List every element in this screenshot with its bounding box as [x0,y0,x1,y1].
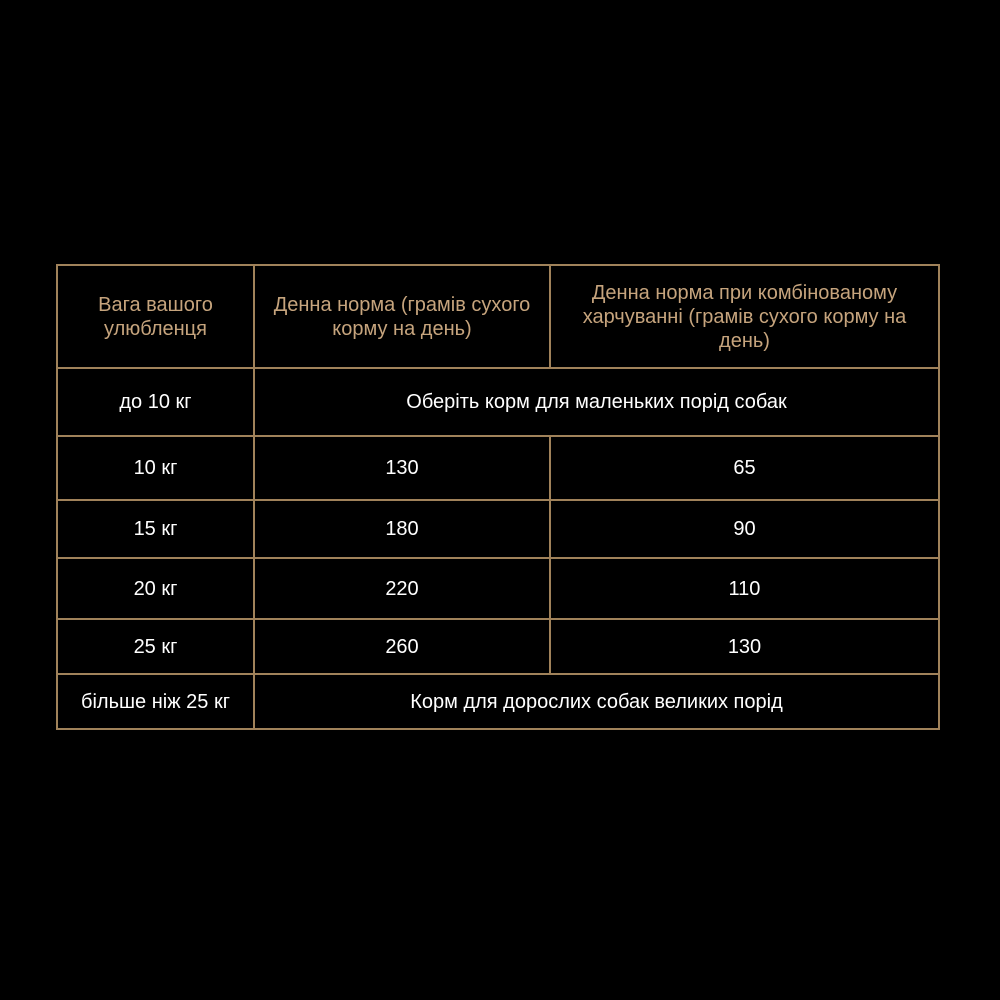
combined-norm-cell: 90 [550,500,939,558]
combined-norm-cell: 110 [550,558,939,619]
table-row [57,368,939,436]
note-cell: Оберіть корм для маленьких порід собак [254,368,939,436]
daily-norm-cell: 220 [254,558,550,619]
weight-cell: 10 кг [57,436,254,500]
table-row [57,619,939,674]
header-pet-weight: Вага вашого улюбленця [57,265,254,368]
weight-cell: 15 кг [57,500,254,558]
combined-norm-cell: 65 [550,436,939,500]
weight-cell: більше ніж 25 кг [57,674,254,729]
header-daily-norm: Денна норма (грамів сухого корму на день) [254,265,550,368]
table-row [57,674,939,729]
combined-norm-cell: 130 [550,619,939,674]
daily-norm-cell: 130 [254,436,550,500]
daily-norm-cell: 260 [254,619,550,674]
weight-cell: до 10 кг [57,368,254,436]
weight-cell: 25 кг [57,619,254,674]
table-row [57,436,939,500]
header-combined-norm: Денна норма при комбінованому харчуванні (грамів сухого корму на день) [550,265,939,368]
table-header-row [57,265,939,368]
weight-cell: 20 кг [57,558,254,619]
feeding-table [56,264,940,730]
table-row [57,558,939,619]
note-cell: Корм для дорослих собак великих порід [254,674,939,729]
table-row [57,500,939,558]
daily-norm-cell: 180 [254,500,550,558]
